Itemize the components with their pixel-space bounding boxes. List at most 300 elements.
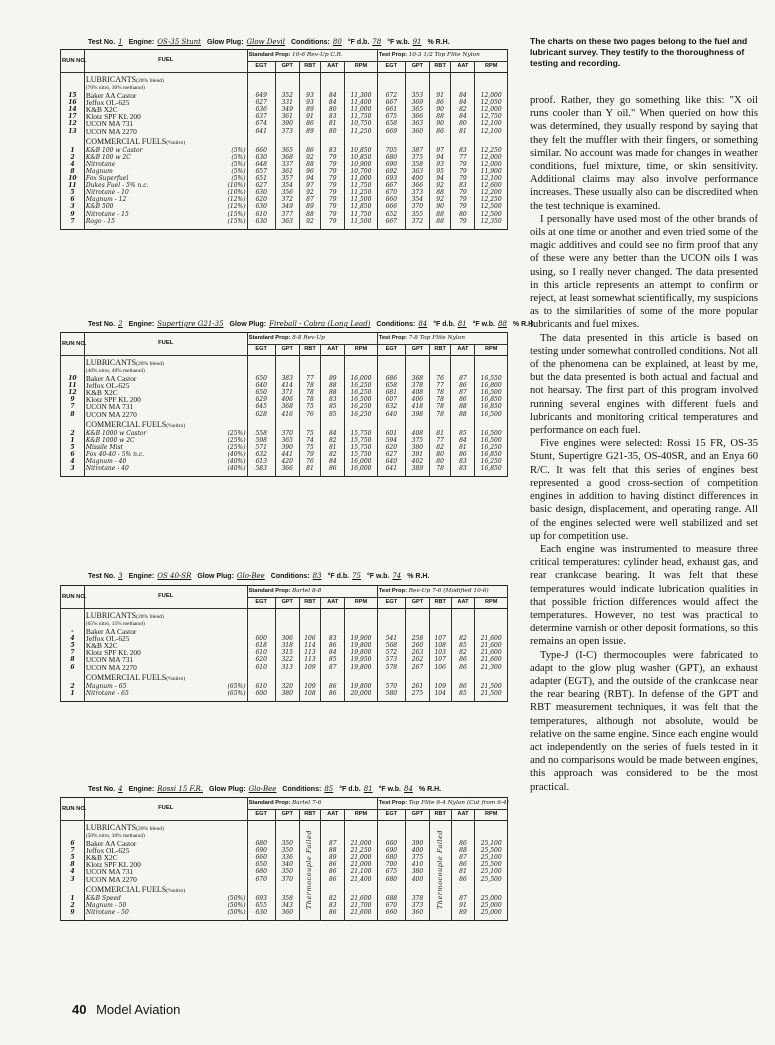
test-rpm-value: 12,000 <box>475 92 508 99</box>
test-aat-value: 89 <box>451 909 475 916</box>
empty-cell <box>475 368 508 375</box>
run-number: 3 <box>61 465 85 472</box>
empty-cell <box>321 671 345 683</box>
std-aat-value: 80 <box>321 128 345 135</box>
std-gpt-value: 414 <box>275 382 299 389</box>
std-gpt-value: 306 <box>275 635 299 642</box>
std-rpm-value: 11,750 <box>345 113 378 120</box>
empty-cell <box>299 135 321 147</box>
std-aat-value: 88 <box>321 847 345 854</box>
run-number: 3 <box>61 876 85 883</box>
test-egt-value: 652 <box>377 211 405 218</box>
empty-cell <box>61 833 85 840</box>
article-paragraph: proof. Rather, they go something like this: "X oil runs cooler than Y oil." When queried on how this was determined, they usually respond by saying that they felt the muffler with their fingers, or something similar. No account was made for changes in weather conditions, fuel mixture, time, or skin sensitivity. Additional claims may also involve performance increases. These usually also can be discredited when the test technique is examined. <box>530 95 758 212</box>
test-number: 2 <box>118 320 123 328</box>
std-gpt-value: 360 <box>275 909 299 916</box>
empty-cell <box>247 883 275 895</box>
glow-plug-label: Glow Plug: <box>206 39 244 46</box>
empty-cell <box>275 671 299 683</box>
standard-prop-label: Standard Prop: <box>248 51 293 58</box>
wet-bulb-value: 78 <box>372 38 382 46</box>
column-header-rbt: RBT <box>299 810 321 821</box>
test-gpt-value: 375 <box>405 154 429 161</box>
lubricants-blend: (20% blend) <box>136 360 164 367</box>
lubricants-sub-label: (40% nitro, 40% methanol) <box>84 368 247 375</box>
nitro-percent: (15%) <box>227 217 246 225</box>
nitro-percent: (40%) <box>227 458 246 466</box>
empty-cell <box>429 135 451 147</box>
empty-cell <box>321 418 345 430</box>
wet-bulb-value: 81 <box>363 785 373 793</box>
test-rbt-value: 81 <box>429 430 451 437</box>
fuel-name <box>84 895 247 902</box>
test-prop-label: Test Prop: <box>378 799 409 806</box>
std-rbt-value: 92 <box>299 154 321 161</box>
commercial-row <box>61 175 508 182</box>
test-gpt-value: 375 <box>405 854 429 861</box>
test-rbt-value <box>429 628 451 635</box>
empty-cell <box>345 821 378 834</box>
empty-cell <box>345 418 378 430</box>
test-aat-value: 82 <box>451 106 475 113</box>
fuel-name-text: Rogo - 15 <box>85 217 115 225</box>
empty-cell <box>61 356 85 369</box>
std-rpm-value: 15,750 <box>345 451 378 458</box>
std-egt-value: 620 <box>247 656 275 663</box>
empty-cell <box>475 356 508 369</box>
commercial-row <box>61 465 508 472</box>
test-gpt-value: 372 <box>405 218 429 225</box>
test-aat-value <box>451 628 475 635</box>
test-rbt-value: 109 <box>429 683 451 690</box>
lubricants-label: LUBRICANTS <box>85 74 137 84</box>
test-gpt-value: 365 <box>405 106 429 113</box>
std-rbt-value: 92 <box>299 189 321 196</box>
test-gpt-value: 370 <box>405 203 429 210</box>
test-header-line <box>88 38 508 46</box>
standard-prop-value: 10-6 Rev-Up C.R. <box>292 51 343 58</box>
test-gpt-value: 260 <box>405 642 429 649</box>
lubricant-name: K&B X2C <box>84 854 247 861</box>
fuel-header: FUEL <box>84 798 247 821</box>
std-gpt-value: 373 <box>275 128 299 135</box>
test-rpm-value: 25,100 <box>475 868 508 875</box>
std-gpt-value: 331 <box>275 99 299 106</box>
std-rbt-value: 89 <box>299 203 321 210</box>
fuel-name <box>84 430 247 437</box>
fuel-name-text: Dukes Fuel - 5% n.c. <box>85 182 149 190</box>
test-egt-value: 705 <box>377 147 405 154</box>
fuel-name-text: Missile Mist <box>85 443 123 451</box>
test-aat-value: 83 <box>451 458 475 465</box>
lubricant-row <box>61 664 508 671</box>
empty-cell <box>405 356 429 369</box>
std-gpt-value: 349 <box>275 106 299 113</box>
test-egt-value: 680 <box>377 854 405 861</box>
empty-cell <box>299 73 321 86</box>
std-gpt-value: 365 <box>275 437 299 444</box>
empty-cell <box>475 697 508 702</box>
lubricant-name: UCON MA 731 <box>84 656 247 663</box>
std-rbt-value <box>299 628 321 635</box>
empty-cell <box>275 609 299 622</box>
dry-bulb-value: 83 <box>312 572 322 580</box>
empty-cell <box>405 609 429 622</box>
test-egt-value: 607 <box>377 396 405 403</box>
empty-cell <box>475 821 508 834</box>
test-rbt-value: 78 <box>429 411 451 418</box>
std-egt-value: 632 <box>247 451 275 458</box>
fuel-name <box>84 458 247 465</box>
empty-cell <box>475 73 508 86</box>
test-rbt-value: 88 <box>429 113 451 120</box>
conditions-label: Conditions: <box>282 786 322 793</box>
empty-cell <box>451 697 475 702</box>
empty-cell <box>247 916 275 921</box>
nitro-percent: (25%) <box>227 443 246 451</box>
test-rbt-value: 108 <box>429 642 451 649</box>
test-rpm-value: 16,850 <box>475 465 508 472</box>
std-rpm-value: 11,400 <box>345 99 378 106</box>
empty-cell <box>345 85 378 92</box>
std-gpt-value: 416 <box>275 411 299 418</box>
test-gpt-value <box>405 628 429 635</box>
test-aat-value: 88 <box>451 403 475 410</box>
commercial-row <box>61 437 508 444</box>
std-gpt-value: 420 <box>275 458 299 465</box>
run-number: 7 <box>61 847 85 854</box>
std-rbt-value: 94 <box>299 175 321 182</box>
std-aat-value: 86 <box>321 683 345 690</box>
test-egt-value: 672 <box>377 92 405 99</box>
run-number: 6 <box>61 196 85 203</box>
test-aat-value: 84 <box>451 99 475 106</box>
test-rpm-value: 21,500 <box>475 683 508 690</box>
run-number: 10 <box>61 375 85 382</box>
run-number: 6 <box>61 840 85 847</box>
test-egt-value: 578 <box>377 664 405 671</box>
test-rbt-value: 76 <box>429 375 451 382</box>
test-prop-header <box>377 798 507 810</box>
empty-cell <box>61 472 85 477</box>
test-egt-value: 700 <box>377 861 405 868</box>
test-rpm-value: 21,300 <box>475 664 508 671</box>
test-rbt-value: 80 <box>429 451 451 458</box>
test-rpm-value: 16,250 <box>475 444 508 451</box>
test-egt-value: 667 <box>377 99 405 106</box>
run-number: 9 <box>61 396 85 403</box>
empty-cell <box>475 85 508 92</box>
nitro-percent: (12%) <box>227 203 246 211</box>
empty-cell <box>377 609 405 622</box>
run-no-header: RUN NO. <box>61 798 85 821</box>
run-number: 1 <box>61 437 85 444</box>
std-gpt-value: 313 <box>275 664 299 671</box>
std-rbt-value: 109 <box>299 664 321 671</box>
test-number: 1 <box>118 38 123 46</box>
fuel-name-text: Nitrotane - 50 <box>85 908 129 916</box>
column-header-egt: EGT <box>377 62 405 73</box>
lubricant-name: UCON MA 2270 <box>84 411 247 418</box>
test-egt-value: 640 <box>377 458 405 465</box>
test-gpt-value: 380 <box>405 868 429 875</box>
column-header-egt: EGT <box>377 598 405 609</box>
test-egt-value: 675 <box>377 113 405 120</box>
fuel-name-text: K&B 1000 w Castor <box>85 429 147 437</box>
std-egt-value: 641 <box>247 128 275 135</box>
test-aat-value: 84 <box>451 92 475 99</box>
lubricant-row <box>61 99 508 106</box>
empty-cell <box>275 833 299 840</box>
std-gpt-value: 350 <box>275 847 299 854</box>
test-rpm-value: 12,200 <box>475 189 508 196</box>
lubricant-name: Klotz SPF KL 200 <box>84 861 247 868</box>
std-gpt-value: 318 <box>275 642 299 649</box>
column-header-aat: AAT <box>321 62 345 73</box>
column-header-rbt: RBT <box>429 598 451 609</box>
empty-cell <box>247 697 275 702</box>
std-gpt-value: 358 <box>275 895 299 902</box>
empty-cell <box>405 418 429 430</box>
humidity-unit: % R.H. <box>418 786 442 793</box>
empty-cell <box>405 85 429 92</box>
lubricant-name: UCON MA 2270 <box>84 128 247 135</box>
test-rpm-value: 16,850 <box>475 403 508 410</box>
run-number: 2 <box>61 430 85 437</box>
column-header-aat: AAT <box>451 598 475 609</box>
run-number: 7 <box>61 218 85 225</box>
std-rbt-value: 78 <box>299 389 321 396</box>
commercial-label: COMMERCIAL FUELS <box>85 672 167 682</box>
test-no-label: Test No. <box>88 321 116 328</box>
wet-bulb-unit: °F w.b. <box>378 786 401 793</box>
empty-cell <box>61 73 85 86</box>
std-aat-value: 82 <box>321 451 345 458</box>
std-rpm-value: 10,750 <box>345 120 378 127</box>
test-rbt-value: 88 <box>429 189 451 196</box>
empty-cell <box>475 609 508 622</box>
empty-cell <box>429 85 451 92</box>
std-egt-value: 629 <box>247 396 275 403</box>
empty-cell <box>299 697 321 702</box>
empty-cell <box>275 621 299 628</box>
lubricants-section-row <box>61 821 508 834</box>
glow-plug-name: Fireball - Cobra (Long Lead) <box>269 320 371 328</box>
test-aat-value: 86 <box>451 396 475 403</box>
fuel-name <box>84 196 247 203</box>
test-aat-value: 86 <box>451 861 475 868</box>
test-egt-value: 666 <box>377 203 405 210</box>
column-header-rpm: RPM <box>475 810 508 821</box>
std-aat-value: 86 <box>321 876 345 883</box>
commercial-row <box>61 182 508 189</box>
fuel-name-text: Magnum - 50 <box>85 901 127 909</box>
std-gpt-value: 322 <box>275 656 299 663</box>
commercial-section-label <box>84 671 247 683</box>
test-gpt-value: 358 <box>405 161 429 168</box>
chart-caption: The charts on these two pages belong to the fuel and lubricant survey. They testify to the thoroughness of testing and recording. <box>530 36 748 68</box>
fuel-name <box>84 683 247 690</box>
std-rpm-value: 19,800 <box>345 683 378 690</box>
empty-cell <box>299 356 321 369</box>
test-number: 4 <box>118 785 123 793</box>
test-aat-value: 81 <box>451 868 475 875</box>
test-gpt-value: 366 <box>405 113 429 120</box>
test-gpt-value: 402 <box>405 458 429 465</box>
fuel-name-text: K&B 100 w Castor <box>85 146 143 154</box>
fuel-name-text: K&B 1000 w 2C <box>85 436 135 444</box>
test-gpt-value: 400 <box>405 847 429 854</box>
std-rbt-value: 74 <box>299 437 321 444</box>
std-gpt-value: 368 <box>275 403 299 410</box>
std-rbt-value: 108 <box>299 690 321 697</box>
standard-prop-label: Standard Prop: <box>248 799 293 806</box>
test-gpt-value: 408 <box>405 389 429 396</box>
nitro-percent: (12%) <box>227 196 246 204</box>
empty-cell <box>451 821 475 834</box>
std-gpt-value: 390 <box>275 444 299 451</box>
std-egt-value: 640 <box>247 382 275 389</box>
std-egt-value: 651 <box>247 175 275 182</box>
std-rpm-value: 21,700 <box>345 902 378 909</box>
nitro-percent: (25%) <box>227 436 246 444</box>
test-egt-value: 667 <box>377 218 405 225</box>
lubricant-row <box>61 411 508 418</box>
std-aat-value: 79 <box>321 196 345 203</box>
dry-bulb-value: 80 <box>332 38 342 46</box>
lubricants-section-row <box>61 73 508 86</box>
test-rpm-value: 12,100 <box>475 128 508 135</box>
empty-cell <box>247 73 275 86</box>
std-aat-value: 79 <box>321 154 345 161</box>
run-number: 1 <box>61 690 85 697</box>
std-egt-value: 600 <box>247 690 275 697</box>
empty-cell <box>475 883 508 895</box>
column-header-gpt: GPT <box>405 810 429 821</box>
thermocouple-failed-note <box>299 821 321 921</box>
empty-cell <box>345 368 378 375</box>
std-egt-value: 610 <box>247 683 275 690</box>
run-number: 12 <box>61 120 85 127</box>
lubricants-section-label <box>84 356 247 369</box>
empty-cell <box>247 821 275 834</box>
std-rpm-value: 16,250 <box>345 389 378 396</box>
fuel-name-text: Nitrotane - 40 <box>85 465 129 473</box>
test-gpt-value: 263 <box>405 649 429 656</box>
test-egt-value: 661 <box>377 106 405 113</box>
lubricant-name: Jeffox OL-625 <box>84 382 247 389</box>
test-egt-value: 686 <box>377 375 405 382</box>
test-rpm-value: 25,000 <box>475 902 508 909</box>
std-egt-value: 598 <box>247 437 275 444</box>
std-rpm-value: 16,000 <box>345 458 378 465</box>
lubricant-name: UCON MA 731 <box>84 868 247 875</box>
std-rpm-value: 15,750 <box>345 437 378 444</box>
empty-cell <box>405 833 429 840</box>
fuel-name-text: Nitrotane <box>85 160 116 168</box>
empty-cell <box>405 671 429 683</box>
std-egt-value: 649 <box>247 92 275 99</box>
test-egt-value: 658 <box>377 120 405 127</box>
std-gpt-value: 320 <box>275 683 299 690</box>
empty-cell <box>475 916 508 921</box>
test-rpm-value: 12,350 <box>475 218 508 225</box>
std-gpt-value: 340 <box>275 861 299 868</box>
std-gpt-value: 383 <box>275 375 299 382</box>
test-gpt-value: 378 <box>405 382 429 389</box>
std-rbt-value: 76 <box>299 411 321 418</box>
article-paragraph: Five engines were selected: Rossi 15 FR, OS-35 Stunt, Supertigre G21-35, OS-40SR, and an Enya 60 R/C. It was felt that this series of engines best represented a good cross-section of competition engines in addition to having distinct differences in basic design, displacement, and operating range. All of the engines selected were well stabilized and set up for competition use. <box>530 438 758 542</box>
std-gpt-value: 350 <box>275 868 299 875</box>
test-table <box>60 585 508 702</box>
std-aat-value: 85 <box>321 656 345 663</box>
humidity-value: 84 <box>404 785 413 793</box>
run-number: 13 <box>61 128 85 135</box>
empty-cell <box>61 418 85 430</box>
run-number: 5 <box>61 854 85 861</box>
fuel-name-text: Fox 40-40 - 5% n.c. <box>85 450 145 458</box>
test-rbt-value: 97 <box>429 147 451 154</box>
fuel-name-text: Magnum <box>85 167 113 175</box>
std-rbt-value: 106 <box>299 635 321 642</box>
empty-cell <box>299 609 321 622</box>
test-egt-value: 680 <box>377 154 405 161</box>
empty-cell <box>321 472 345 477</box>
commercial-row <box>61 154 508 161</box>
test-rbt-value: 90 <box>429 120 451 127</box>
std-rbt-value: 87 <box>299 196 321 203</box>
lubricant-name: K&B X2C <box>84 106 247 113</box>
glow-plug-name: Glo-Bee <box>248 785 277 793</box>
fuel-name <box>84 902 247 909</box>
fuel-name <box>84 154 247 161</box>
empty-cell <box>321 833 345 840</box>
empty-cell <box>321 73 345 86</box>
lubricant-name: UCON MA 731 <box>84 403 247 410</box>
std-rbt-value: 78 <box>299 382 321 389</box>
run-number: 12 <box>61 389 85 396</box>
lubricant-row <box>61 382 508 389</box>
std-rbt-value: 86 <box>299 147 321 154</box>
test-rpm-value: 21,600 <box>475 635 508 642</box>
std-egt-value: 630 <box>247 218 275 225</box>
test-egt-value: 660 <box>377 196 405 203</box>
test-egt-value: 690 <box>377 847 405 854</box>
humidity-value: 88 <box>498 320 507 328</box>
test-aat-value: 86 <box>451 683 475 690</box>
test-gpt-value: 389 <box>405 465 429 472</box>
empty-cell <box>299 671 321 683</box>
lubricant-name: Klotz SPF KL 200 <box>84 396 247 403</box>
empty-cell <box>451 621 475 628</box>
test-gpt-value: 353 <box>405 92 429 99</box>
column-header-aat: AAT <box>451 345 475 356</box>
empty-cell <box>247 609 275 622</box>
column-header-gpt: GPT <box>275 598 299 609</box>
test-rbt-value: 93 <box>429 161 451 168</box>
run-no-header: RUN NO. <box>61 333 85 356</box>
test-rpm-value: 21,500 <box>475 690 508 697</box>
test-rbt-value: 90 <box>429 203 451 210</box>
test-egt-value: 693 <box>377 175 405 182</box>
std-egt-value: 620 <box>247 196 275 203</box>
empty-cell <box>377 85 405 92</box>
empty-cell <box>429 671 451 683</box>
test-aat-value: 87 <box>451 375 475 382</box>
test-prop-header <box>377 586 507 598</box>
empty-cell <box>377 833 405 840</box>
column-header-egt: EGT <box>377 810 405 821</box>
